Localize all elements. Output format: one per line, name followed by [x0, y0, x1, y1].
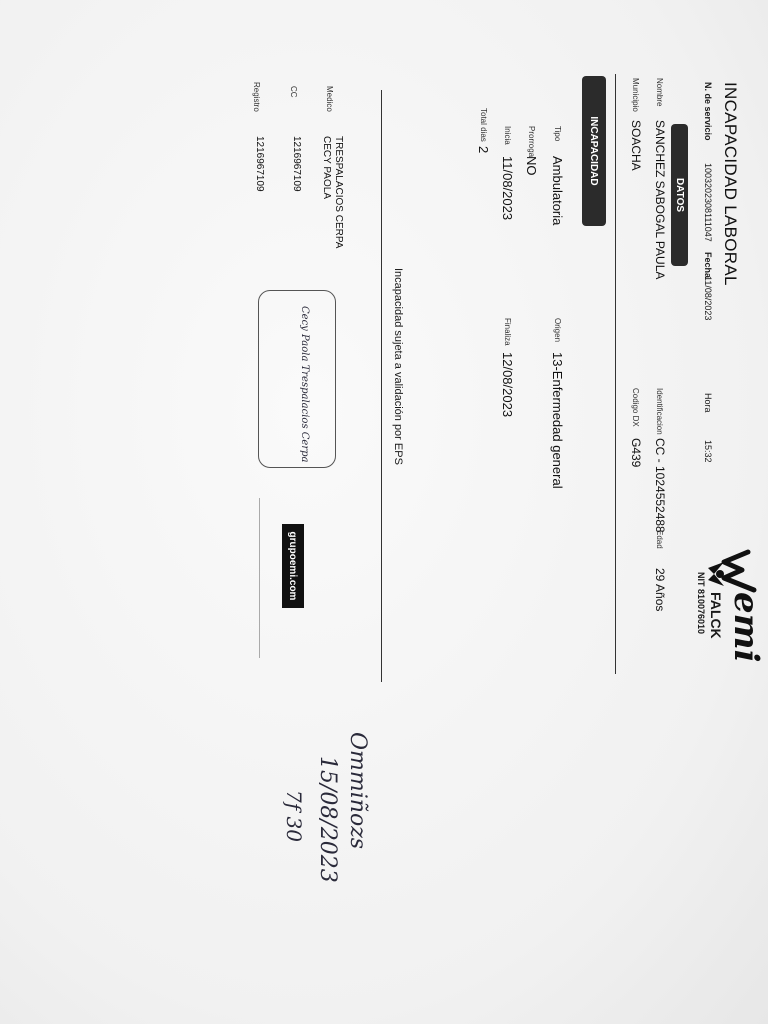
- time-value: 15:32: [703, 440, 713, 463]
- handwritten-note-line3: 7f 30: [282, 790, 306, 842]
- signature-box: [258, 290, 336, 468]
- logo-text: emi: [726, 592, 766, 663]
- days-label: Total dias: [479, 108, 488, 142]
- doctor-name-line1: TRESPALACIOS CERPA: [333, 136, 344, 249]
- doctor-signature: Cecy Paola Trespalacios Cerpa: [299, 306, 310, 463]
- start-label: Inicia: [503, 126, 512, 145]
- extension-value: NO: [524, 156, 539, 176]
- time-label: Hora: [703, 393, 713, 413]
- service-label: N. de servicio: [703, 82, 713, 141]
- patient-age: 29 Años: [653, 568, 667, 612]
- service-number: 1003202308111047: [703, 163, 713, 242]
- doctor-registry: 1216967109: [254, 136, 265, 192]
- company-nit: NIT 810076010: [696, 572, 706, 635]
- faint-line: [259, 498, 260, 658]
- end-label: Finaliza: [503, 318, 512, 346]
- patient-id: CC - 1024552488: [653, 438, 667, 533]
- website-badge: grupoemi.com: [282, 524, 304, 608]
- id-label: Identificacion: [655, 388, 664, 435]
- date-value: 11/08/2023: [703, 276, 713, 321]
- doctor-label: Medico: [325, 86, 334, 112]
- registry-label: Registro: [252, 82, 261, 112]
- eps-validation-note: Incapacidad sujeta a validación por EPS: [392, 268, 404, 465]
- age-label: Edad: [655, 530, 664, 549]
- company-name: FALCK: [708, 592, 724, 639]
- document-title: INCAPACIDAD LABORAL: [721, 82, 740, 286]
- datos-section-bar: DATOS: [671, 124, 688, 266]
- cc-label: CC: [289, 86, 298, 98]
- handwritten-note-line2: 15/08/2023: [315, 756, 340, 883]
- extension-label: Prorroga: [527, 126, 536, 158]
- disability-type: Ambulatoria: [550, 156, 565, 226]
- dx-code: G439: [629, 438, 643, 468]
- handwritten-note-line1: Ommiñozs: [345, 732, 370, 850]
- disability-origin: 13-Enfermedad general: [550, 352, 565, 489]
- total-days: 2: [476, 146, 491, 154]
- start-date: 11/08/2023: [500, 156, 515, 221]
- incapacidad-section-bar: INCAPACIDAD: [582, 76, 606, 226]
- dx-label: Codigo DX: [631, 388, 640, 427]
- type-label: Tipo: [553, 126, 562, 142]
- date-label: Fecha: [703, 252, 713, 279]
- section-divider-2: [381, 90, 382, 682]
- patient-name: SANCHEZ SABOGAL PAULA: [653, 120, 667, 280]
- name-label: Nombre: [655, 78, 664, 107]
- origin-label: Origen: [553, 318, 562, 343]
- city-label: Municipio: [631, 78, 640, 112]
- section-divider: [615, 74, 616, 674]
- end-date: 12/08/2023: [500, 352, 515, 418]
- doctor-cc: 1216967109: [291, 136, 302, 192]
- doctor-name-line2: CECY PAOLA: [321, 136, 332, 199]
- patient-city: SOACHA: [629, 120, 643, 171]
